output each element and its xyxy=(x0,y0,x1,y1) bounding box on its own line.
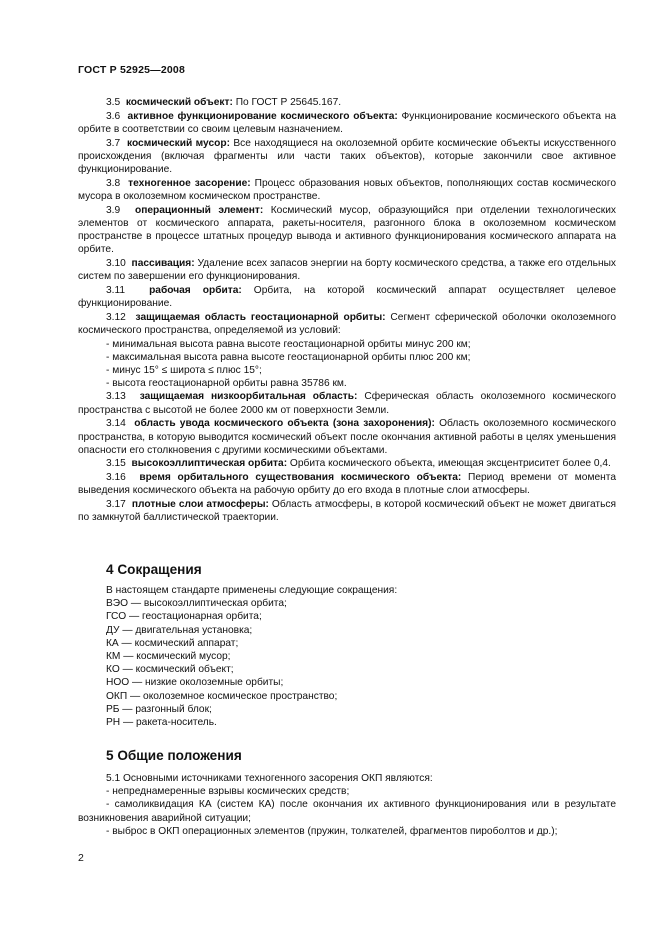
abbreviation-item: ГСО — геостационарная орбита; xyxy=(106,611,262,623)
abbreviation-item: ОКП — околоземное космическое пространство; xyxy=(106,690,338,702)
provision-item: - непреднамеренные взрывы космических средств; xyxy=(106,786,350,798)
definition-3-17: 3.17 плотные слои атмосферы: Область атмосферы, в которой космический объект не может двигаться по замкнутой баллистической траектории. xyxy=(78,499,616,524)
definition-3-13: 3.13 защищаемая низкоорбитальная область: Сферическая область околоземного космического пространства с высотой не более 2000 км от поверхности Земли. xyxy=(78,391,617,416)
definition-3-16: 3.16 время орбитального существования космического объекта: Период времени от момента выведения космического объекта на рабочую орбиту до его входа в плотные слои атмосферы. xyxy=(78,472,616,497)
section-4-title: 4 Сокращения xyxy=(106,562,202,577)
definitions-block xyxy=(78,96,616,525)
geo-condition-item: - минимальная высота равна высоте геостационарной орбиты минус 200 км; xyxy=(106,338,471,350)
abbreviation-item: КМ — космический мусор; xyxy=(106,651,231,663)
section-5-title: 5 Общие положения xyxy=(106,748,242,763)
definition-3-9: 3.9 операционный элемент: Космический мусор, образующийся при отделении технологических элементов от космического аппарата, ракеты-носителя, разгонного блока в околоземном космическом пространстве в процессе штатных процедур вывода и активного функционирования космического аппарата на орбите. xyxy=(78,204,616,256)
geo-condition-item: - максимальная высота равна высоте геостационарной орбиты плюс 200 км; xyxy=(106,351,471,363)
standard-header: ГОСТ Р 52925—2008 xyxy=(78,64,186,76)
abbreviation-item: КО — космический объект; xyxy=(106,664,234,676)
definition-3-5: 3.5 космический объект: По ГОСТ Р 25645.167. xyxy=(106,97,342,108)
provision-5-1: 5.1 Основными источниками техногенного засорения ОКП являются: xyxy=(106,773,433,784)
abbreviations-list xyxy=(78,584,616,729)
abbreviations-intro: В настоящем стандарте применены следующие сокращения: xyxy=(106,585,398,596)
provision-item: - выброс в ОКП операционных элементов (пружин, толкателей, фрагментов пироболтов и др.); xyxy=(106,825,558,837)
abbreviation-item: НОО — низкие околоземные орбиты; xyxy=(106,677,284,689)
geo-condition-item: - минус 15° ≤ широта ≤ плюс 15°; xyxy=(106,365,262,377)
definition-3-7: 3.7 космический мусор: Все находящиеся на околоземной орбите космические объекты искусственного происхождения (включая фрагменты или части таких объектов), которые закончили свое активное функционирование. xyxy=(78,137,616,176)
abbreviation-item: ВЭО — высокоэллиптическая орбита; xyxy=(106,598,287,610)
page-number: 2 xyxy=(78,852,84,864)
general-provisions xyxy=(78,772,616,838)
definition-3-15: 3.15 высокоэллиптическая орбита: Орбита космического объекта, имеющая эксцентриситет более 0,4. xyxy=(106,458,611,470)
abbreviation-item: РБ — разгонный блок; xyxy=(106,703,212,715)
definition-3-14: 3.14 область увода космического объекта (зона захоронения): Область околоземного космического пространства, в которую выводится космический объект после окончания активной работы в целях уменьшения опасности его столкновения с другими космическими объектами. xyxy=(78,418,616,456)
abbreviation-item: РН — ракета-носитель. xyxy=(106,717,217,729)
geo-condition-item: - высота геостационарной орбиты равна 35786 км. xyxy=(106,378,347,390)
definition-3-10: 3.10 пассивация: Удаление всех запасов энергии на борту космического средства, а также его отдельных систем по завершении его функционирования. xyxy=(78,257,616,283)
definition-3-8: 3.8 техногенное засорение: Процесс образования новых объектов, пополняющих состав космического мусора в околоземном космическом пространстве. xyxy=(78,177,616,202)
definition-3-12: 3.12 защищаемая область геостационарной орбиты: Сегмент сферической оболочки околоземного космического пространства, определяемой из условий: xyxy=(78,311,616,336)
provision-item: - самоликвидация КА (систем КА) после окончания их активного функционирования или в результате возникновения аварийной ситуации; xyxy=(78,799,616,824)
definition-3-11: 3.11 рабочая орбита: Орбита, на которой космический аппарат осуществляет целевое функционирование. xyxy=(78,284,616,310)
abbreviation-item: ДУ — двигательная установка; xyxy=(106,624,253,636)
abbreviation-item: КА — космический аппарат; xyxy=(106,637,239,649)
definition-3-6: 3.6 активное функционирование космического объекта: Функционирование космического объекта на орбите в соответствии со своим целевым назначением. xyxy=(78,110,616,135)
